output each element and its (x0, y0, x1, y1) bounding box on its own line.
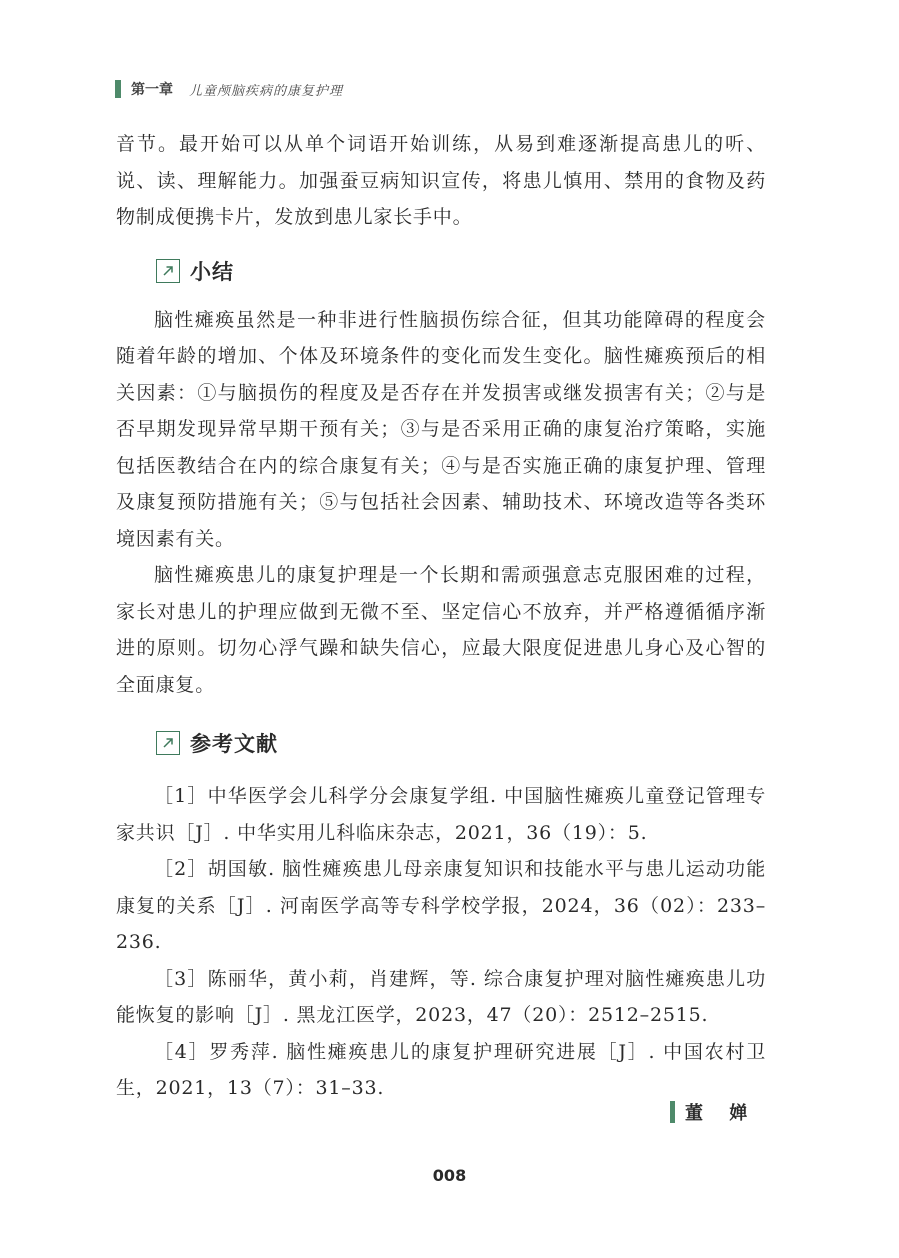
author-name: 董 婵 (685, 1103, 758, 1124)
chapter-title: 儿童颅脑疾病的康复护理 (189, 83, 344, 99)
summary-heading (116, 251, 766, 291)
summary-paragraph: 脑性瘫痪虽然是一种非进行性脑损伤综合征，但其功能障碍的程度会随着年龄的增加、个体及环境条件的变化而发生变化。脑性瘫痪预后的相关因素：①与脑损伤的程度及是否存在并发损害或继发损害有关；②与是否早期发现异常早期干预有关；③与是否采用正确的康复治疗策略，实施包括医教结合在内的综合康复有关；④与是否实施正确的康复护理、管理及康复预防措施有关；⑤与包括社会因素、辅助技术、环境改造等各类环境因素有关。 (116, 308, 766, 550)
author-signature (670, 1099, 757, 1125)
arrow-box-icon (156, 259, 180, 283)
reference-item: ［2］胡国敏. 脑性瘫痪患儿母亲康复知识和技能水平与患儿运动功能康复的关系［J］. 河南医学高等专科学校学报，2024，36（02）：233–236. (116, 858, 766, 953)
chapter-label: 第一章 (131, 82, 173, 98)
header-accent-bar (115, 80, 121, 98)
page-body (116, 126, 766, 1107)
page-number: 008 (432, 1166, 467, 1185)
intro-paragraph: 音节。最开始可以从单个词语开始训练，从易到难逐渐提高患儿的听、说、读、理解能力。加强蚕豆病知识宣传，将患儿慎用、禁用的食物及药物制成便携卡片，发放到患儿家长手中。 (116, 133, 766, 228)
arrow-box-icon (156, 731, 180, 755)
summary-paragraph: 脑性瘫痪患儿的康复护理是一个长期和需顽强意志克服困难的过程，家长对患儿的护理应做到无微不至、坚定信心不放弃，并严格遵循循序渐进的原则。切勿心浮气躁和缺失信心，应最大限度促进患儿身心及心智的全面康复。 (116, 564, 766, 696)
summary-heading-text: 小结 (190, 259, 234, 284)
reference-item: ［3］陈丽华，黄小莉，肖建辉，等. 综合康复护理对脑性瘫痪患儿功能恢复的影响［J］. 黑龙江医学，2023，47（20）：2512–2515. (116, 967, 766, 1026)
references-heading (116, 723, 766, 763)
running-header (115, 78, 343, 100)
reference-item: ［4］罗秀萍. 脑性瘫痪患儿的康复护理研究进展［J］. 中国农村卫生，2021，13（7）：31–33. (116, 1040, 766, 1099)
reference-item: ［1］中华医学会儿科学分会康复学组. 中国脑性瘫痪儿童登记管理专家共识［J］. 中华实用儿科临床杂志，2021，36（19）：5. (116, 785, 766, 844)
reference-list (116, 778, 766, 1107)
author-accent-bar (670, 1101, 675, 1123)
references-heading-text: 参考文献 (190, 732, 278, 756)
